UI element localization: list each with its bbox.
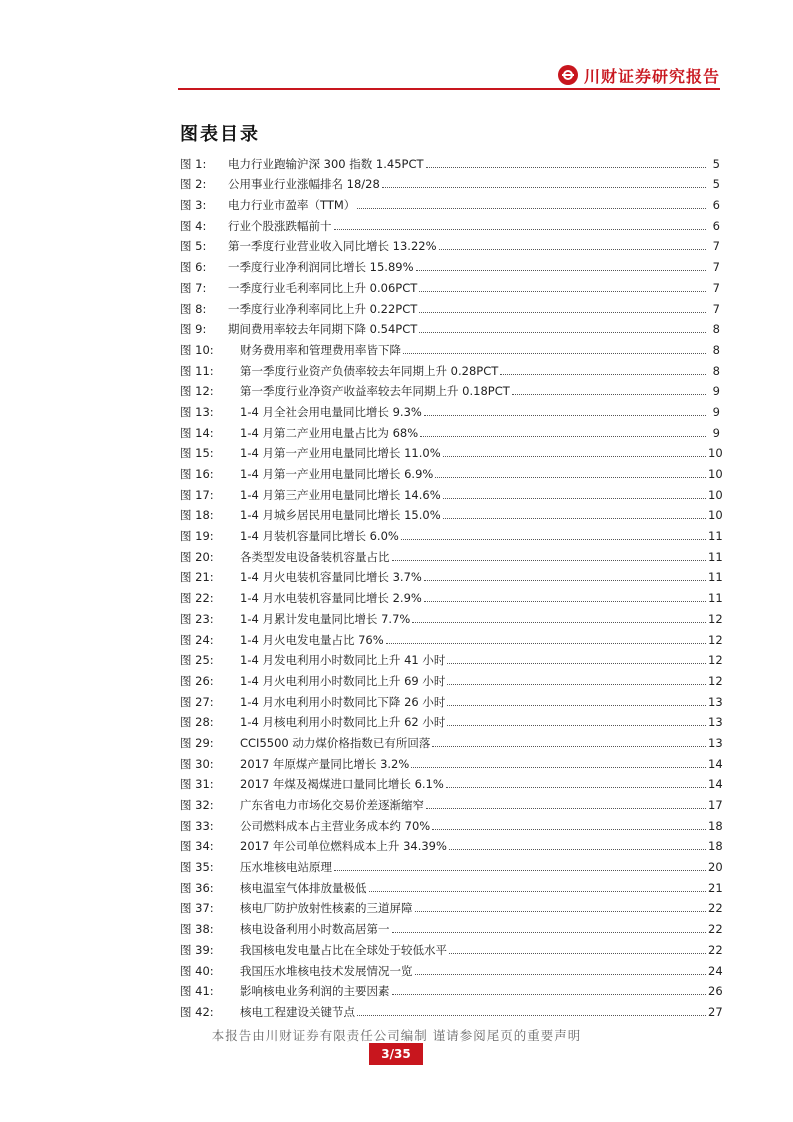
toc-entry-page: 22: [708, 942, 723, 957]
toc-entry-title: 1-4 月第三产业用电量同比增长 14.6%: [240, 487, 441, 502]
toc-entry[interactable]: [180, 440, 723, 461]
toc-entry-page: 9: [712, 425, 720, 440]
toc-entry-title: 各类型发电设备装机容量占比: [240, 549, 390, 564]
toc-entry-label: 图 11:: [180, 363, 214, 378]
toc-dot-leader: [512, 394, 706, 395]
toc-entry-title: CCI5500 动力煤价格指数已有所回落: [240, 735, 431, 750]
toc-dot-leader: [369, 891, 707, 892]
toc-entry-title: 1-4 月第二产业用电量占比为 68%: [240, 425, 419, 440]
toc-entry-page: 8: [712, 342, 720, 357]
toc-dot-leader: [432, 829, 706, 830]
toc-entry-label: 图 5:: [180, 239, 207, 254]
toc-entry-label: 图 18:: [180, 508, 214, 523]
toc-entry-label: 图 33:: [180, 818, 214, 833]
toc-dot-leader: [382, 187, 706, 188]
toc-entry-page: 18: [708, 818, 723, 833]
toc-entry-label: 图 4:: [180, 218, 207, 233]
toc-entry-title: 1-4 月第一产业用电量同比增长 11.0%: [240, 446, 441, 461]
toc-entry-page: 11: [708, 570, 723, 585]
toc-entry[interactable]: [180, 295, 720, 316]
toc-entry-page: 22: [708, 922, 723, 937]
toc-entry-label: 图 37:: [180, 901, 214, 916]
toc-entry[interactable]: [180, 936, 723, 957]
toc-dot-leader: [424, 601, 706, 602]
toc-dot-leader: [411, 767, 706, 768]
toc-entry[interactable]: [180, 398, 720, 419]
toc-entry-title: 2017 年公司单位燃料成本上升 34.39%: [240, 839, 447, 854]
footer-disclaimer: 本报告由川财证券有限责任公司编制 谨请参阅尾页的重要声明: [211, 1028, 582, 1043]
toc-entry-title: 1-4 月第一产业用电量同比增长 6.9%: [240, 467, 434, 481]
figure-table-of-contents: [180, 150, 723, 1019]
toc-entry[interactable]: [180, 605, 723, 626]
toc-entry-page: 11: [708, 549, 723, 564]
toc-entry-page: 24: [708, 963, 723, 978]
toc-dot-leader: [447, 684, 706, 685]
toc-entry[interactable]: [180, 853, 723, 875]
toc-dot-leader: [401, 539, 706, 540]
toc-entry-label: 图 23:: [180, 611, 214, 626]
toc-entry-page: 5: [712, 177, 720, 192]
toc-entry-page: 7: [712, 239, 720, 254]
toc-entry-title: 1-4 月火电利用小时数同比上升 69 小时: [240, 673, 446, 688]
toc-entry-page: 18: [708, 839, 723, 854]
toc-entry-page: 12: [708, 611, 723, 626]
toc-entry-label: 图 31:: [180, 777, 214, 792]
toc-entry-label: 图 26:: [180, 673, 214, 688]
toc-dot-leader: [443, 518, 706, 519]
toc-entry-title: 第一季度行业营业收入同比增长 13.22%: [228, 239, 437, 254]
toc-entry-label: 图 35:: [180, 860, 214, 875]
toc-entry-label: 图 42:: [180, 1004, 214, 1019]
toc-entry[interactable]: [180, 419, 720, 440]
toc-entry-page: 7: [712, 260, 720, 275]
toc-entry[interactable]: [180, 667, 723, 688]
toc-dot-leader: [449, 849, 706, 850]
toc-entry-page: 10: [708, 487, 723, 502]
toc-entry-label: 图 6:: [180, 260, 207, 275]
toc-entry[interactable]: [180, 543, 723, 564]
toc-entry[interactable]: [180, 274, 720, 295]
toc-entry-page: 7: [712, 301, 720, 316]
toc-entry[interactable]: [180, 750, 723, 771]
toc-dot-leader: [435, 477, 706, 478]
toc-entry-title: 一季度行业毛利率同比上升 0.06PCT: [228, 280, 418, 295]
toc-entry[interactable]: [180, 998, 723, 1019]
toc-dot-leader: [392, 560, 707, 561]
toc-entry[interactable]: [180, 584, 723, 606]
toc-entry-page: 10: [708, 508, 723, 523]
toc-entry[interactable]: [180, 564, 723, 585]
toc-dot-leader: [443, 498, 706, 499]
toc-entry-page: 14: [708, 756, 723, 771]
toc-entry[interactable]: [180, 833, 723, 854]
toc-entry-page: 7: [712, 280, 720, 295]
toc-entry-title: 1-4 月核电利用小时数同比上升 62 小时: [240, 715, 446, 730]
toc-entry[interactable]: [180, 957, 723, 978]
toc-entry-page: 17: [708, 798, 723, 812]
toc-entry-title: 公司燃料成本占主营业务成本约 70%: [240, 818, 431, 833]
company-logo-icon: [558, 65, 578, 85]
toc-dot-leader: [432, 746, 706, 747]
toc-entry-page: 8: [712, 322, 720, 337]
toc-dot-leader: [403, 353, 706, 354]
toc-dot-leader: [439, 249, 706, 250]
toc-entry-page: 6: [712, 218, 720, 233]
toc-entry-label: 图 16:: [180, 467, 214, 481]
toc-entry[interactable]: [180, 978, 723, 999]
toc-entry-title: 财务费用率和管理费用率皆下降: [240, 342, 401, 357]
toc-entry-title: 1-4 月全社会用电量同比增长 9.3%: [240, 404, 422, 419]
toc-dot-leader: [357, 1015, 706, 1016]
toc-dot-leader: [415, 974, 707, 975]
toc-entry-title: 1-4 月水电装机容量同比增长 2.9%: [240, 591, 422, 606]
toc-entry-label: 图 32:: [180, 798, 214, 812]
toc-entry-page: 11: [708, 529, 723, 544]
toc-entry-title: 电力行业跑输沪深 300 指数 1.45PCT: [228, 156, 424, 171]
toc-entry[interactable]: [180, 171, 720, 192]
toc-dot-leader: [447, 663, 706, 664]
toc-entry-page: 8: [712, 363, 720, 378]
toc-entry-title: 1-4 月火电装机容量同比增长 3.7%: [240, 570, 422, 585]
toc-entry-label: 图 36:: [180, 880, 214, 895]
toc-entry-title: 影响核电业务利润的主要因素: [240, 984, 390, 999]
toc-dot-leader: [426, 808, 706, 809]
toc-entry[interactable]: [180, 626, 723, 647]
toc-entry-page: 27: [708, 1004, 723, 1019]
toc-dot-leader: [386, 643, 706, 644]
toc-entry-title: 2017 年原煤产量同比增长 3.2%: [240, 756, 410, 771]
toc-entry-label: 图 28:: [180, 715, 214, 730]
toc-entry-page: 10: [708, 467, 723, 481]
toc-entry-title: 一季度行业净利率同比上升 0.22PCT: [228, 301, 418, 316]
toc-entry[interactable]: [180, 316, 720, 337]
toc-entry-label: 图 39:: [180, 942, 214, 957]
toc-entry[interactable]: [180, 357, 720, 378]
toc-entry-label: 图 13:: [180, 404, 214, 419]
toc-entry-label: 图 12:: [180, 384, 214, 399]
toc-entry[interactable]: [180, 647, 723, 668]
toc-entry-page: 5: [712, 156, 720, 171]
toc-entry-label: 图 17:: [180, 487, 214, 502]
toc-entry[interactable]: [180, 253, 720, 274]
toc-entry-page: 10: [708, 446, 723, 461]
toc-entry-label: 图 22:: [180, 591, 214, 606]
toc-dot-leader: [449, 953, 706, 954]
toc-dot-leader: [424, 580, 706, 581]
toc-entry[interactable]: [180, 688, 723, 709]
toc-entry-page: 26: [708, 984, 723, 999]
toc-entry-title: 1-4 月火电发电量占比 76%: [240, 632, 384, 647]
toc-entry[interactable]: [180, 233, 720, 254]
toc-entry[interactable]: [180, 874, 723, 895]
header-divider: [178, 88, 720, 90]
toc-entry-title: 我国核电发电量占比在全球处于较低水平: [240, 942, 447, 957]
toc-dot-leader: [415, 911, 707, 912]
toc-entry-label: 图 21:: [180, 570, 214, 585]
toc-entry-page: 13: [708, 735, 723, 750]
toc-entry-title: 期间费用率较去年同期下降 0.54PCT: [228, 322, 418, 337]
toc-entry-label: 图 10:: [180, 342, 214, 357]
toc-entry-title: 第一季度行业资产负债率较去年同期上升 0.28PCT: [240, 363, 499, 378]
toc-entry-label: 图 14:: [180, 425, 214, 440]
toc-entry-title: 第一季度行业净资产收益率较去年同期上升 0.18PCT: [240, 384, 510, 399]
toc-entry-title: 核电工程建设关键节点: [240, 1004, 355, 1019]
toc-entry-label: 图 38:: [180, 922, 214, 937]
toc-entry[interactable]: [180, 895, 723, 916]
toc-dot-leader: [426, 167, 706, 168]
toc-entry-title: 核电温室气体排放量极低: [240, 880, 367, 895]
toc-entry-label: 图 9:: [180, 322, 207, 337]
toc-entry-page: 13: [708, 715, 723, 730]
toc-entry[interactable]: [180, 915, 723, 937]
toc-dot-leader: [420, 436, 706, 437]
toc-entry-title: 核电厂防护放射性核素的三道屏障: [240, 901, 413, 916]
toc-entry-page: 14: [708, 777, 723, 792]
toc-entry-label: 图 7:: [180, 280, 207, 295]
toc-entry[interactable]: [180, 191, 720, 212]
toc-entry-title: 1-4 月水电利用小时数同比下降 26 小时: [240, 694, 446, 709]
toc-dot-leader: [500, 374, 706, 375]
toc-entry-label: 图 8:: [180, 301, 207, 316]
toc-dot-leader: [416, 270, 706, 271]
header-brand: [558, 64, 738, 86]
toc-entry-label: 图 29:: [180, 735, 214, 750]
toc-entry-title: 一季度行业净利润同比增长 15.89%: [228, 260, 414, 275]
toc-entry-label: 图 20:: [180, 549, 214, 564]
toc-entry-title: 核电设备利用小时数高居第一: [240, 922, 390, 937]
toc-entry-title: 1-4 月发电利用小时数同比上升 41 小时: [240, 653, 446, 668]
toc-dot-leader: [419, 312, 706, 313]
toc-entry[interactable]: [180, 150, 720, 171]
toc-entry-title: 我国压水堆核电技术发展情况一览: [240, 963, 413, 978]
toc-dot-leader: [412, 622, 706, 623]
toc-entry-label: 图 34:: [180, 839, 214, 854]
toc-entry[interactable]: [180, 502, 723, 523]
toc-entry-label: 图 30:: [180, 756, 214, 771]
toc-entry-page: 12: [708, 673, 723, 688]
toc-entry[interactable]: [180, 378, 720, 399]
toc-entry-title: 公用事业行业涨幅排名 18/28: [228, 177, 380, 192]
toc-entry-label: 图 40:: [180, 963, 214, 978]
toc-entry-title: 1-4 月装机容量同比增长 6.0%: [240, 529, 399, 544]
toc-entry-label: 图 41:: [180, 984, 214, 999]
toc-dot-leader: [334, 229, 707, 230]
toc-entry-label: 图 24:: [180, 632, 214, 647]
toc-entry-title: 行业个股涨跌幅前十: [228, 218, 332, 233]
toc-dot-leader: [419, 332, 706, 333]
toc-entry-page: 20: [708, 860, 723, 875]
toc-entry[interactable]: [180, 460, 723, 481]
toc-entry-label: 图 19:: [180, 529, 214, 544]
toc-dot-leader: [392, 932, 707, 933]
toc-entry-title: 广东省电力市场化交易价差逐渐缩窄: [240, 798, 424, 812]
toc-entry-label: 图 2:: [180, 177, 207, 192]
toc-dot-leader: [447, 705, 706, 706]
toc-dot-leader: [419, 291, 706, 292]
brand-name: 川财证券研究报告: [584, 66, 721, 86]
toc-entry-title: 1-4 月累计发电量同比增长 7.7%: [240, 611, 411, 626]
page-title: 图表目录: [180, 124, 260, 145]
toc-dot-leader: [443, 456, 706, 457]
toc-entry[interactable]: [180, 771, 723, 792]
toc-entry-title: 电力行业市盈率（TTM）: [228, 198, 356, 213]
toc-entry-page: 9: [712, 404, 720, 419]
toc-dot-leader: [334, 870, 706, 871]
toc-entry-page: 22: [708, 901, 723, 916]
toc-entry[interactable]: [180, 791, 723, 812]
page-number-badge: 3/35: [369, 1043, 423, 1065]
toc-dot-leader: [424, 415, 706, 416]
toc-entry-label: 图 15:: [180, 446, 214, 461]
toc-entry[interactable]: [180, 212, 720, 233]
toc-entry-page: 13: [708, 694, 723, 709]
toc-entry-page: 11: [708, 591, 723, 606]
toc-entry-label: 图 1:: [180, 156, 207, 171]
toc-entry[interactable]: [180, 522, 723, 544]
toc-dot-leader: [392, 994, 707, 995]
toc-entry-label: 图 27:: [180, 694, 214, 709]
toc-entry-title: 1-4 月城乡居民用电量同比增长 15.0%: [240, 508, 441, 523]
toc-entry-page: 12: [708, 653, 723, 668]
toc-entry-label: 图 25:: [180, 653, 214, 668]
toc-entry-page: 6: [712, 198, 720, 213]
toc-entry[interactable]: [180, 709, 723, 730]
toc-entry-title: 2017 年煤及褐煤进口量同比增长 6.1%: [240, 777, 444, 792]
toc-dot-leader: [447, 725, 706, 726]
toc-entry[interactable]: [180, 729, 723, 750]
toc-entry-page: 9: [712, 384, 720, 399]
toc-entry-label: 图 3:: [180, 198, 207, 213]
toc-entry[interactable]: [180, 336, 720, 357]
toc-entry[interactable]: [180, 812, 723, 833]
toc-entry-page: 21: [708, 880, 723, 895]
toc-dot-leader: [446, 787, 706, 788]
toc-dot-leader: [357, 208, 706, 209]
toc-entry[interactable]: [180, 481, 723, 502]
toc-entry-title: 压水堆核电站原理: [240, 860, 332, 875]
toc-entry-page: 12: [708, 632, 723, 647]
